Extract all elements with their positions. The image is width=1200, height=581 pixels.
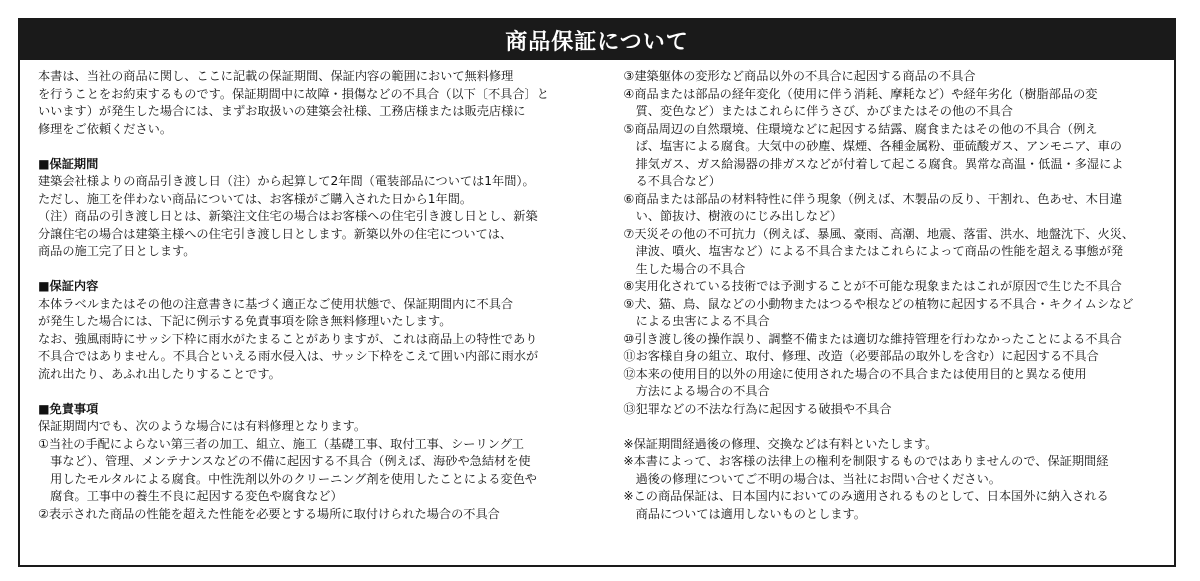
content-heading: ■保証内容 (38, 279, 99, 293)
exemption-item-13: ⑬犯罪などの不法な行為に起因する破損や不具合 (623, 401, 892, 416)
exemption-item-2: ②表示された商品の性能を超えた性能を必要とする場所に取付けられた場合の不具合 (38, 506, 500, 521)
content-text: 本体ラベルまたはその他の注意書きに基づく適正なご使用状態で、保証期間内に不具合 が発生した場合には、下記に例示する免責事項を除き無料修理いたします。 なお、強風雨時にサッシ下枠に雨水がたまることがありますが、これは商品上の特性であり 不具合ではありません。不具合といえる雨水侵入は、サッシ下枠をこえて囲い内部に雨水が 流れ出たり、あふれ出したりすることです。 (38, 296, 539, 381)
period-text: 建築会社様よりの商品引き渡し日（注）から起算して2年間（電装部品については1年間）。 ただし、施工を伴わない商品については、お客様がご購入された日から1年間。 （注）商品の引き渡し日とは、新築注文住宅の場合はお客様への住宅引き渡し日とし、新築 分譲住宅の場合は建築主様への住宅引き渡し日とします。新築以外の住宅については、 商品の施工完了日とします。 (38, 174, 538, 258)
exemption-item-11: ⑪お客様自身の組立、取付、修理、改造（必要部品の取外しを含む）に起因する不具合 (623, 349, 1099, 363)
note-2: ※本書によって、お客様の法律上の権利を制限するものではありませんので、保証期間経 過後の修理についてご不明の場合は、当社にお問い合せください。 (623, 454, 1109, 486)
intro-text: 本書は、当社の商品に関し、ここに記載の保証期間、保証内容の範囲において無料修理 を行うことをお約束するものです。保証期間中に故障・損傷などの不具合（以下〔不具合〕と いいます）が発生した場合には、まずお取扱いの建築会社様、工務店様または販売店様に 修理をご依頼ください。 (38, 69, 549, 136)
page-title: 商品保証について (20, 20, 1174, 60)
exemption-item-4: ④商品または部品の経年変化（使用に伴う消耗、摩耗など）や経年劣化（樹脂部品の変 質、変色など）またはこれらに伴うさび、かびまたはその他の不具合 (623, 86, 1098, 118)
period-heading: ■保証期間 (38, 156, 99, 171)
exemptions-lead: 保証期間内でも、次のような場合には有料修理となります。 (38, 419, 367, 433)
exemption-item-3: ③建築躯体の変形など商品以外の不具合に起因する商品の不具合 (623, 69, 976, 83)
note-1: ※保証期間経過後の修理、交換などは有料といたします。 (623, 436, 938, 451)
exemption-item-5: ⑤商品周辺の自然環境、住環境などに起因する結露、腐食またはその他の不具合（例え ば、塩害による腐食。大気中の砂塵、煤煙、各種金属粉、亜硫酸ガス、アンモニア、車の 排気ガス、ガス給湯器の排ガスなどが付着して起こる腐食。異常な高温・低温・多湿によ る不具合など） (623, 121, 1124, 188)
warranty-panel (18, 18, 1176, 567)
exemption-item-1: ①当社の手配によらない第三者の加工、組立、施工（基礎工事、取付工事、シーリング工 事など）、管理、メンテナンスなどの不備に起因する不具合（例えば、海砂や急結材を使 用したモルタルによる腐食。中性洗剤以外のクリーニング剤を使用したことによる変色や 腐食。工事中の養生不良に起因する変色や腐食など） (38, 436, 537, 503)
note-3: ※この商品保証は、日本国内においてのみ適用されるものとして、日本国外に納入される 商品については適用しないものとします。 (623, 489, 1109, 521)
exemption-item-9: ⑨犬、猫、鳥、鼠などの小動物またはつるや根などの植物に起因する不具合・キクイムシなど による虫害による不具合 (623, 296, 1134, 328)
exemption-item-12: ⑫本来の使用目的以外の用途に使用された場合の不具合または使用目的と異なる使用 方法による場合の不具合 (623, 366, 1087, 398)
exemptions-heading: ■免責事項 (38, 401, 99, 416)
exemption-item-10: ⑩引き渡し後の操作誤り、調整不備または適切な維持管理を行わなかったことによる不具合 (623, 331, 1122, 346)
exemption-item-7: ⑦天災その他の不可抗力（例えば、暴風、豪雨、高潮、地震、落雷、洪水、地盤沈下、火災、 津波、噴火、塩害など）による不具合またはこれらによって商品の性能を超える事態が発 生した場合の不具合 (623, 226, 1135, 276)
left-column (38, 68, 589, 523)
right-column (623, 68, 1160, 523)
exemption-item-8: ⑧実用化されている技術では予測することが不可能な現象またはこれが原因で生じた不具合 (623, 279, 1122, 293)
exemption-item-6: ⑥商品または部品の材料特性に伴う現象（例えば、木製品の反り、干割れ、色あせ、木目違 い、節抜け、樹液のにじみ出しなど） (623, 191, 1123, 223)
